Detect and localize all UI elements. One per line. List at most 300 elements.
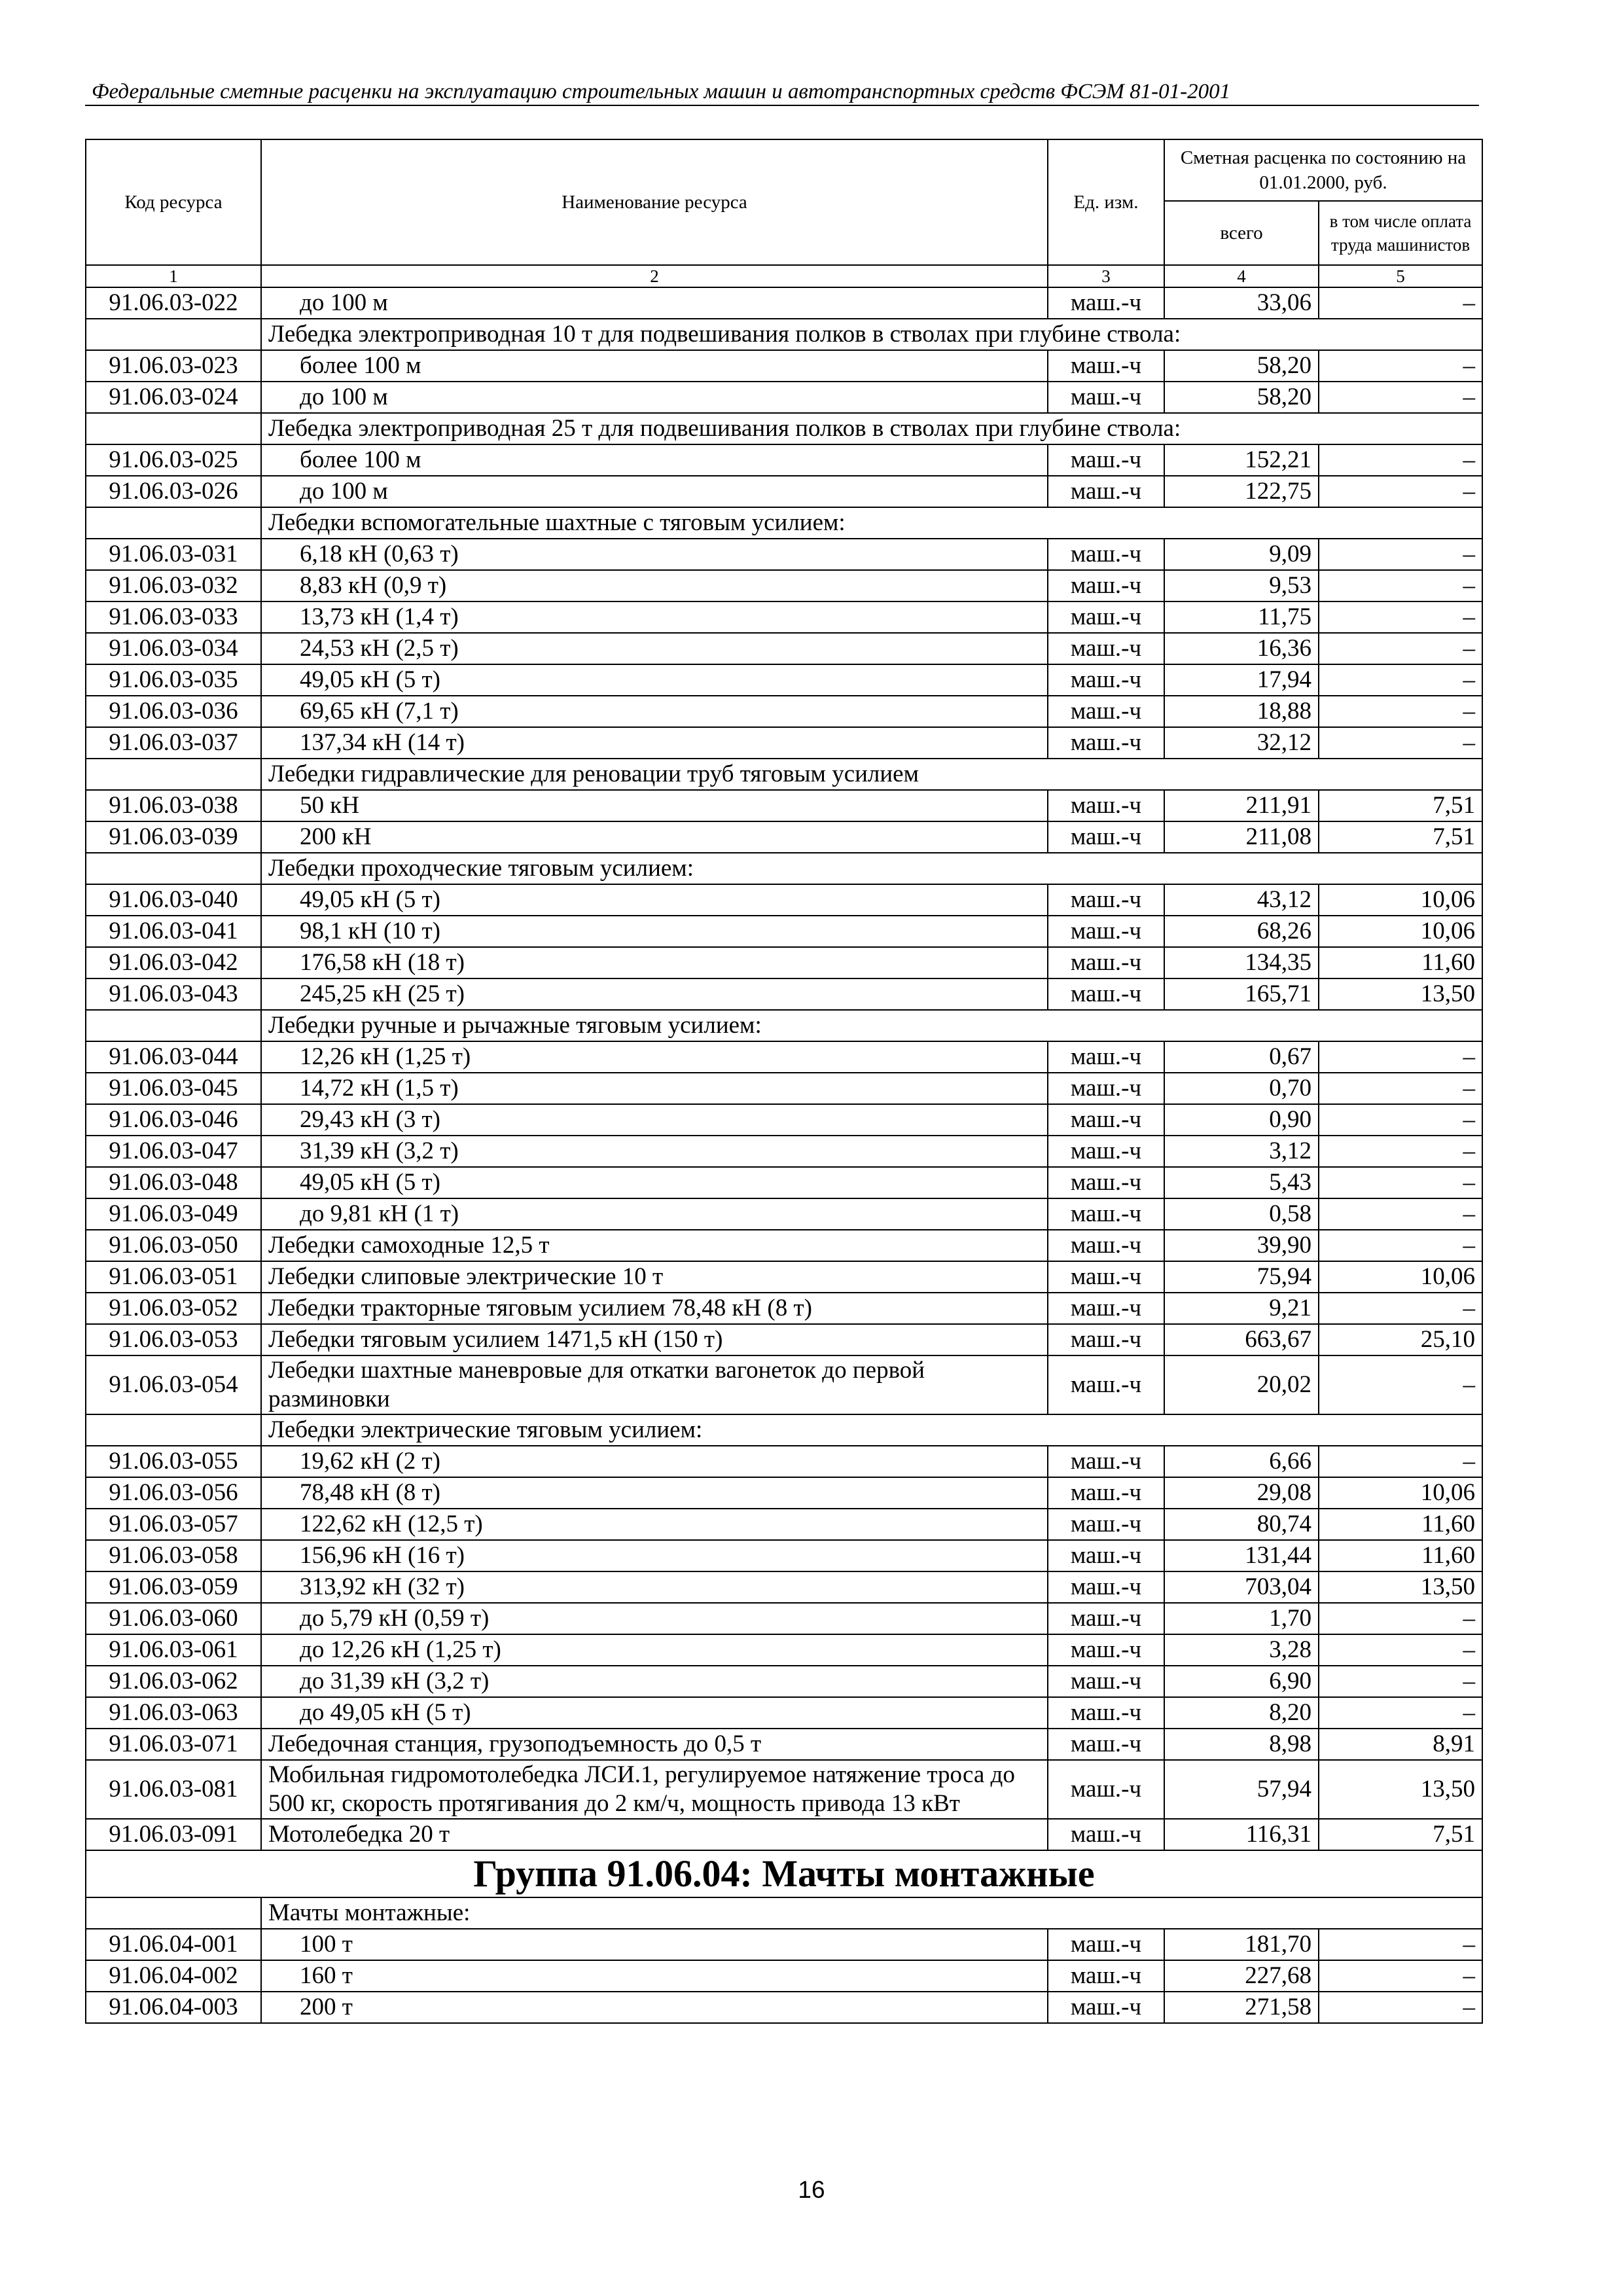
total-cell: 703,04 xyxy=(1164,1571,1319,1603)
table-row xyxy=(86,821,1482,853)
name-cell: 50 кН xyxy=(261,790,1048,821)
code-cell: 91.06.03-024 xyxy=(86,382,261,413)
code-cell: 91.06.03-040 xyxy=(86,884,261,916)
column-numbers-row xyxy=(86,265,1482,287)
unit-cell: маш.-ч xyxy=(1048,570,1164,601)
table-row xyxy=(86,696,1482,727)
code-cell: 91.06.04-003 xyxy=(86,1992,261,2023)
page-number: 16 xyxy=(798,2176,825,2203)
col-total-header: всего xyxy=(1164,201,1319,265)
labor-cell: 7,51 xyxy=(1319,790,1482,821)
labor-cell: 11,60 xyxy=(1319,1540,1482,1571)
code-cell: 91.06.03-036 xyxy=(86,696,261,727)
labor-cell: 13,50 xyxy=(1319,1760,1482,1819)
total-cell: 227,68 xyxy=(1164,1960,1319,1992)
total-cell: 11,75 xyxy=(1164,601,1319,633)
column-number: 3 xyxy=(1048,265,1164,287)
code-cell: 91.06.03-071 xyxy=(86,1729,261,1760)
subheader-row xyxy=(86,853,1482,884)
code-cell xyxy=(86,1897,261,1929)
code-cell: 91.06.03-041 xyxy=(86,916,261,947)
code-cell: 91.06.03-054 xyxy=(86,1355,261,1414)
table-row xyxy=(86,601,1482,633)
labor-cell: – xyxy=(1319,539,1482,570)
name-cell: 200 т xyxy=(261,1992,1048,2023)
name-cell: до 12,26 кН (1,25 т) xyxy=(261,1634,1048,1666)
code-cell: 91.06.03-091 xyxy=(86,1819,261,1850)
col-name-header: Наименование ресурса xyxy=(261,139,1048,265)
table-row xyxy=(86,1324,1482,1355)
unit-cell: маш.-ч xyxy=(1048,633,1164,664)
code-cell: 91.06.03-045 xyxy=(86,1073,261,1104)
column-number: 4 xyxy=(1164,265,1319,287)
labor-cell: – xyxy=(1319,1666,1482,1697)
total-cell: 16,36 xyxy=(1164,633,1319,664)
name-cell: 98,1 кН (10 т) xyxy=(261,916,1048,947)
total-cell: 116,31 xyxy=(1164,1819,1319,1850)
total-cell: 9,09 xyxy=(1164,539,1319,570)
table-row xyxy=(86,790,1482,821)
total-cell: 57,94 xyxy=(1164,1760,1319,1819)
code-cell: 91.06.03-049 xyxy=(86,1198,261,1230)
code-cell: 91.06.03-023 xyxy=(86,350,261,382)
code-cell: 91.06.03-044 xyxy=(86,1041,261,1073)
total-cell: 39,90 xyxy=(1164,1230,1319,1261)
subheader-text: Лебедка электроприводная 25 т для подвешивания полков в стволах при глубине ствола: xyxy=(261,413,1482,444)
total-cell: 1,70 xyxy=(1164,1603,1319,1634)
code-cell xyxy=(86,759,261,790)
labor-cell: 10,06 xyxy=(1319,916,1482,947)
name-cell: Лебедки шахтные маневровые для откатки вагонеток до первой разминовки xyxy=(261,1355,1048,1414)
subheader-text: Мачты монтажные: xyxy=(261,1897,1482,1929)
name-cell: 78,48 кН (8 т) xyxy=(261,1477,1048,1509)
unit-cell: маш.-ч xyxy=(1048,287,1164,319)
name-cell: более 100 м xyxy=(261,444,1048,476)
code-cell: 91.06.03-025 xyxy=(86,444,261,476)
labor-cell: – xyxy=(1319,1230,1482,1261)
unit-cell: маш.-ч xyxy=(1048,601,1164,633)
code-cell: 91.06.03-059 xyxy=(86,1571,261,1603)
code-cell: 91.06.03-038 xyxy=(86,790,261,821)
unit-cell: маш.-ч xyxy=(1048,1041,1164,1073)
labor-cell: – xyxy=(1319,1041,1482,1073)
total-cell: 181,70 xyxy=(1164,1929,1319,1960)
unit-cell: маш.-ч xyxy=(1048,1760,1164,1819)
total-cell: 8,20 xyxy=(1164,1697,1319,1729)
unit-cell: маш.-ч xyxy=(1048,696,1164,727)
table-row xyxy=(86,978,1482,1010)
labor-cell: 10,06 xyxy=(1319,1261,1482,1293)
total-cell: 3,12 xyxy=(1164,1136,1319,1167)
total-cell: 122,75 xyxy=(1164,476,1319,507)
name-cell: 12,26 кН (1,25 т) xyxy=(261,1041,1048,1073)
name-cell: до 49,05 кН (5 т) xyxy=(261,1697,1048,1729)
column-number: 5 xyxy=(1319,265,1482,287)
code-cell xyxy=(86,319,261,350)
labor-cell: – xyxy=(1319,633,1482,664)
code-cell: 91.06.03-042 xyxy=(86,947,261,978)
name-cell: 6,18 кН (0,63 т) xyxy=(261,539,1048,570)
name-cell: 176,58 кН (18 т) xyxy=(261,947,1048,978)
table-row xyxy=(86,444,1482,476)
code-cell: 91.06.03-022 xyxy=(86,287,261,319)
unit-cell: маш.-ч xyxy=(1048,727,1164,759)
unit-cell: маш.-ч xyxy=(1048,1293,1164,1324)
labor-cell: – xyxy=(1319,1929,1482,1960)
labor-cell: 13,50 xyxy=(1319,978,1482,1010)
name-cell: 8,83 кН (0,9 т) xyxy=(261,570,1048,601)
name-cell: 24,53 кН (2,5 т) xyxy=(261,633,1048,664)
labor-cell: – xyxy=(1319,476,1482,507)
group-row xyxy=(86,1850,1482,1897)
unit-cell: маш.-ч xyxy=(1048,1992,1164,2023)
unit-cell: маш.-ч xyxy=(1048,1446,1164,1477)
labor-cell: – xyxy=(1319,382,1482,413)
unit-cell: маш.-ч xyxy=(1048,1230,1164,1261)
table-row xyxy=(86,1477,1482,1509)
name-cell: 122,62 кН (12,5 т) xyxy=(261,1509,1048,1540)
table-row xyxy=(86,947,1482,978)
total-cell: 0,90 xyxy=(1164,1104,1319,1136)
unit-cell: маш.-ч xyxy=(1048,978,1164,1010)
total-cell: 33,06 xyxy=(1164,287,1319,319)
unit-cell: маш.-ч xyxy=(1048,1634,1164,1666)
table-row xyxy=(86,1760,1482,1819)
subheader-row xyxy=(86,319,1482,350)
unit-cell: маш.-ч xyxy=(1048,1697,1164,1729)
code-cell xyxy=(86,507,261,539)
subheader-row xyxy=(86,1897,1482,1929)
labor-cell: – xyxy=(1319,1198,1482,1230)
code-cell: 91.06.03-034 xyxy=(86,633,261,664)
labor-cell: – xyxy=(1319,1136,1482,1167)
labor-cell: 25,10 xyxy=(1319,1324,1482,1355)
total-cell: 134,35 xyxy=(1164,947,1319,978)
code-cell: 91.06.03-081 xyxy=(86,1760,261,1819)
name-cell: 49,05 кН (5 т) xyxy=(261,1167,1048,1198)
code-cell: 91.06.03-035 xyxy=(86,664,261,696)
total-cell: 80,74 xyxy=(1164,1509,1319,1540)
total-cell: 3,28 xyxy=(1164,1634,1319,1666)
table-row xyxy=(86,916,1482,947)
table-row xyxy=(86,1992,1482,2023)
column-number: 1 xyxy=(86,265,261,287)
table-row xyxy=(86,350,1482,382)
unit-cell: маш.-ч xyxy=(1048,1603,1164,1634)
name-cell: до 100 м xyxy=(261,476,1048,507)
table-row xyxy=(86,727,1482,759)
code-cell: 91.06.03-043 xyxy=(86,978,261,1010)
unit-cell: маш.-ч xyxy=(1048,1104,1164,1136)
name-cell: 19,62 кН (2 т) xyxy=(261,1446,1048,1477)
subheader-text: Лебедки ручные и рычажные тяговым усилием: xyxy=(261,1010,1482,1041)
labor-cell: – xyxy=(1319,1960,1482,1992)
unit-cell: маш.-ч xyxy=(1048,1324,1164,1355)
unit-cell: маш.-ч xyxy=(1048,821,1164,853)
code-cell xyxy=(86,1414,261,1446)
table-row xyxy=(86,1666,1482,1697)
subheader-row xyxy=(86,1010,1482,1041)
table-row xyxy=(86,633,1482,664)
code-cell xyxy=(86,1010,261,1041)
unit-cell: маш.-ч xyxy=(1048,476,1164,507)
labor-cell: 7,51 xyxy=(1319,821,1482,853)
total-cell: 20,02 xyxy=(1164,1355,1319,1414)
total-cell: 32,12 xyxy=(1164,727,1319,759)
subheader-text: Лебедки электрические тяговым усилием: xyxy=(261,1414,1482,1446)
unit-cell: маш.-ч xyxy=(1048,1666,1164,1697)
table-row xyxy=(86,1104,1482,1136)
code-cell: 91.06.03-050 xyxy=(86,1230,261,1261)
name-cell: 200 кН xyxy=(261,821,1048,853)
labor-cell: – xyxy=(1319,1446,1482,1477)
subheader-text: Лебедки проходческие тяговым усилием: xyxy=(261,853,1482,884)
name-cell: до 100 м xyxy=(261,287,1048,319)
code-cell: 91.06.03-031 xyxy=(86,539,261,570)
table-row xyxy=(86,287,1482,319)
unit-cell: маш.-ч xyxy=(1048,664,1164,696)
table-row xyxy=(86,1446,1482,1477)
code-cell: 91.06.03-046 xyxy=(86,1104,261,1136)
subheader-text: Лебедка электроприводная 10 т для подвешивания полков в стволах при глубине ствола: xyxy=(261,319,1482,350)
column-number: 2 xyxy=(261,265,1048,287)
total-cell: 131,44 xyxy=(1164,1540,1319,1571)
subheader-text: Лебедки гидравлические для реновации труб тяговым усилием xyxy=(261,759,1482,790)
table-row xyxy=(86,1167,1482,1198)
labor-cell: – xyxy=(1319,1634,1482,1666)
code-cell: 91.06.03-032 xyxy=(86,570,261,601)
total-cell: 165,71 xyxy=(1164,978,1319,1010)
table-row xyxy=(86,1603,1482,1634)
name-cell: 49,05 кН (5 т) xyxy=(261,884,1048,916)
unit-cell: маш.-ч xyxy=(1048,1571,1164,1603)
unit-cell: маш.-ч xyxy=(1048,916,1164,947)
labor-cell: – xyxy=(1319,1992,1482,2023)
total-cell: 6,66 xyxy=(1164,1446,1319,1477)
labor-cell: 11,60 xyxy=(1319,1509,1482,1540)
unit-cell: маш.-ч xyxy=(1048,1073,1164,1104)
name-cell: Лебедочная станция, грузоподъемность до 0,5 т xyxy=(261,1729,1048,1760)
unit-cell: маш.-ч xyxy=(1048,884,1164,916)
labor-cell: – xyxy=(1319,1104,1482,1136)
labor-cell: – xyxy=(1319,601,1482,633)
labor-cell: 10,06 xyxy=(1319,1477,1482,1509)
labor-cell: – xyxy=(1319,696,1482,727)
code-cell: 91.06.03-052 xyxy=(86,1293,261,1324)
table-row xyxy=(86,1261,1482,1293)
table-row xyxy=(86,1540,1482,1571)
total-cell: 68,26 xyxy=(1164,916,1319,947)
table-row xyxy=(86,1198,1482,1230)
unit-cell: маш.-ч xyxy=(1048,1929,1164,1960)
unit-cell: маш.-ч xyxy=(1048,444,1164,476)
name-cell: Лебедки тяговым усилием 1471,5 кН (150 т) xyxy=(261,1324,1048,1355)
code-cell: 91.06.03-063 xyxy=(86,1697,261,1729)
table-row xyxy=(86,1634,1482,1666)
total-cell: 271,58 xyxy=(1164,1992,1319,2023)
name-cell: 137,34 кН (14 т) xyxy=(261,727,1048,759)
labor-cell: 8,91 xyxy=(1319,1729,1482,1760)
code-cell: 91.06.03-058 xyxy=(86,1540,261,1571)
table-row xyxy=(86,1697,1482,1729)
total-cell: 18,88 xyxy=(1164,696,1319,727)
labor-cell: – xyxy=(1319,444,1482,476)
total-cell: 0,70 xyxy=(1164,1073,1319,1104)
total-cell: 0,58 xyxy=(1164,1198,1319,1230)
unit-cell: маш.-ч xyxy=(1048,1819,1164,1850)
name-cell: Лебедки самоходные 12,5 т xyxy=(261,1230,1048,1261)
name-cell: 31,39 кН (3,2 т) xyxy=(261,1136,1048,1167)
labor-cell: – xyxy=(1319,664,1482,696)
labor-cell: 13,50 xyxy=(1319,1571,1482,1603)
code-cell: 91.06.03-061 xyxy=(86,1634,261,1666)
header-rule xyxy=(85,105,1479,106)
name-cell: Лебедки слиповые электрические 10 т xyxy=(261,1261,1048,1293)
name-cell: 245,25 кН (25 т) xyxy=(261,978,1048,1010)
name-cell: 69,65 кН (7,1 т) xyxy=(261,696,1048,727)
unit-cell: маш.-ч xyxy=(1048,1136,1164,1167)
code-cell: 91.06.03-055 xyxy=(86,1446,261,1477)
name-cell: 100 т xyxy=(261,1929,1048,1960)
unit-cell: маш.-ч xyxy=(1048,947,1164,978)
name-cell: 13,73 кН (1,4 т) xyxy=(261,601,1048,633)
unit-cell: маш.-ч xyxy=(1048,539,1164,570)
table-row xyxy=(86,1509,1482,1540)
total-cell: 0,67 xyxy=(1164,1041,1319,1073)
labor-cell: – xyxy=(1319,1073,1482,1104)
subheader-row xyxy=(86,413,1482,444)
name-cell: Мотолебедка 20 т xyxy=(261,1819,1048,1850)
unit-cell: маш.-ч xyxy=(1048,1477,1164,1509)
table-row xyxy=(86,664,1482,696)
name-cell: до 5,79 кН (0,59 т) xyxy=(261,1603,1048,1634)
code-cell: 91.06.03-053 xyxy=(86,1324,261,1355)
unit-cell: маш.-ч xyxy=(1048,350,1164,382)
total-cell: 663,67 xyxy=(1164,1324,1319,1355)
table-body xyxy=(86,287,1482,2023)
total-cell: 8,98 xyxy=(1164,1729,1319,1760)
name-cell: более 100 м xyxy=(261,350,1048,382)
table-row xyxy=(86,1041,1482,1073)
code-cell: 91.06.03-026 xyxy=(86,476,261,507)
name-cell: 160 т xyxy=(261,1960,1048,1992)
code-cell xyxy=(86,853,261,884)
total-cell: 9,21 xyxy=(1164,1293,1319,1324)
labor-cell: 11,60 xyxy=(1319,947,1482,978)
subheader-row xyxy=(86,507,1482,539)
name-cell: 49,05 кН (5 т) xyxy=(261,664,1048,696)
labor-cell: – xyxy=(1319,350,1482,382)
labor-cell: – xyxy=(1319,1355,1482,1414)
table-row xyxy=(86,1819,1482,1850)
code-cell: 91.06.03-056 xyxy=(86,1477,261,1509)
col-rate-header: Сметная расценка по состоянию на 01.01.2000, руб. xyxy=(1164,139,1482,201)
group-title: Группа 91.06.04: Мачты монтажные xyxy=(86,1850,1482,1897)
code-cell: 91.06.03-051 xyxy=(86,1261,261,1293)
name-cell: 14,72 кН (1,5 т) xyxy=(261,1073,1048,1104)
code-cell: 91.06.03-033 xyxy=(86,601,261,633)
code-cell: 91.06.03-037 xyxy=(86,727,261,759)
col-code-header: Код ресурса xyxy=(86,139,261,265)
code-cell: 91.06.03-060 xyxy=(86,1603,261,1634)
labor-cell: – xyxy=(1319,727,1482,759)
name-cell: Лебедки тракторные тяговым усилием 78,48 кН (8 т) xyxy=(261,1293,1048,1324)
table-row xyxy=(86,1073,1482,1104)
total-cell: 152,21 xyxy=(1164,444,1319,476)
unit-cell: маш.-ч xyxy=(1048,1167,1164,1198)
subheader-row xyxy=(86,759,1482,790)
unit-cell: маш.-ч xyxy=(1048,1261,1164,1293)
table-row xyxy=(86,884,1482,916)
table-header-row xyxy=(86,139,1482,201)
labor-cell: – xyxy=(1319,570,1482,601)
table-row xyxy=(86,382,1482,413)
labor-cell: – xyxy=(1319,1167,1482,1198)
name-cell: Мобильная гидромотолебедка ЛСИ.1, регулируемое натяжение троса до 500 кг, скорость протягивания до 2 км/ч, мощность привода 13 кВт xyxy=(261,1760,1048,1819)
unit-cell: маш.-ч xyxy=(1048,1509,1164,1540)
code-cell: 91.06.03-062 xyxy=(86,1666,261,1697)
table-row xyxy=(86,1230,1482,1261)
rates-table xyxy=(85,139,1483,2024)
document-header: Федеральные сметные расценки на эксплуатацию строительных машин и автотранспортных средств ФСЭМ 81-01-2001 xyxy=(92,80,1231,103)
unit-cell: маш.-ч xyxy=(1048,1198,1164,1230)
name-cell: до 31,39 кН (3,2 т) xyxy=(261,1666,1048,1697)
name-cell: до 9,81 кН (1 т) xyxy=(261,1198,1048,1230)
total-cell: 6,90 xyxy=(1164,1666,1319,1697)
labor-cell: – xyxy=(1319,1293,1482,1324)
total-cell: 5,43 xyxy=(1164,1167,1319,1198)
table-row xyxy=(86,1929,1482,1960)
unit-cell: маш.-ч xyxy=(1048,382,1164,413)
unit-cell: маш.-ч xyxy=(1048,1729,1164,1760)
subheader-text: Лебедки вспомогательные шахтные с тяговым усилием: xyxy=(261,507,1482,539)
code-cell: 91.06.04-002 xyxy=(86,1960,261,1992)
table-row xyxy=(86,1136,1482,1167)
labor-cell: – xyxy=(1319,1697,1482,1729)
table-row xyxy=(86,539,1482,570)
unit-cell: маш.-ч xyxy=(1048,790,1164,821)
table-row xyxy=(86,1729,1482,1760)
total-cell: 29,08 xyxy=(1164,1477,1319,1509)
labor-cell: – xyxy=(1319,1603,1482,1634)
code-cell: 91.06.03-039 xyxy=(86,821,261,853)
code-cell xyxy=(86,413,261,444)
total-cell: 211,08 xyxy=(1164,821,1319,853)
code-cell: 91.06.03-047 xyxy=(86,1136,261,1167)
code-cell: 91.06.03-048 xyxy=(86,1167,261,1198)
total-cell: 75,94 xyxy=(1164,1261,1319,1293)
code-cell: 91.06.04-001 xyxy=(86,1929,261,1960)
name-cell: 29,43 кН (3 т) xyxy=(261,1104,1048,1136)
subheader-row xyxy=(86,1414,1482,1446)
name-cell: 313,92 кН (32 т) xyxy=(261,1571,1048,1603)
labor-cell: 7,51 xyxy=(1319,1819,1482,1850)
table-row xyxy=(86,1293,1482,1324)
total-cell: 43,12 xyxy=(1164,884,1319,916)
table-row xyxy=(86,1960,1482,1992)
table-row xyxy=(86,1355,1482,1414)
code-cell: 91.06.03-057 xyxy=(86,1509,261,1540)
unit-cell: маш.-ч xyxy=(1048,1540,1164,1571)
total-cell: 17,94 xyxy=(1164,664,1319,696)
table-row xyxy=(86,570,1482,601)
table-row xyxy=(86,476,1482,507)
unit-cell: маш.-ч xyxy=(1048,1355,1164,1414)
total-cell: 9,53 xyxy=(1164,570,1319,601)
total-cell: 58,20 xyxy=(1164,350,1319,382)
name-cell: до 100 м xyxy=(261,382,1048,413)
labor-cell: – xyxy=(1319,287,1482,319)
